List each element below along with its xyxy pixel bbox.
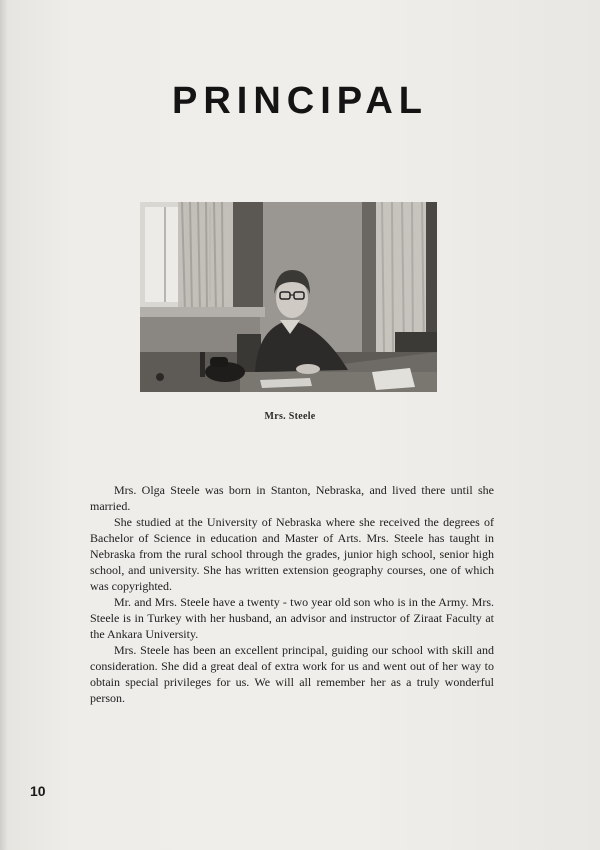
page-number: 10 (30, 783, 46, 799)
paragraph: Mrs. Olga Steele was born in Stanton, Nebraska, and lived there until she married. (90, 483, 494, 513)
page-title: PRINCIPAL (172, 80, 428, 122)
paragraph: Mr. and Mrs. Steele have a twenty - two year old son who is in the Army. Mrs. Steele is in Turkey with her husband, an advisor and instructor of Ziraat Faculty at the Ankara University. (90, 595, 494, 641)
photo-caption: Mrs. Steele (264, 411, 316, 422)
paragraph: She studied at the University of Nebraska where she received the degrees of Bachelor of Science in education and Master of Arts. Mrs. Steele has taught in Nebraska from the rural school through the grades, junior high school, senior high school, and university. She has written extension geography courses, one of which was copyrighted. (90, 515, 494, 593)
page-edge-shadow (0, 0, 8, 850)
biography-text (90, 482, 494, 706)
paragraph: Mrs. Steele has been an excellent principal, guiding our school with skill and consideration. She did a great deal of extra work for us and went out of her way to obtain special privileges for us. We will all remember her as a truly wonderful person. (90, 643, 494, 705)
photo-illustration (140, 202, 437, 392)
principal-photo (140, 202, 437, 392)
